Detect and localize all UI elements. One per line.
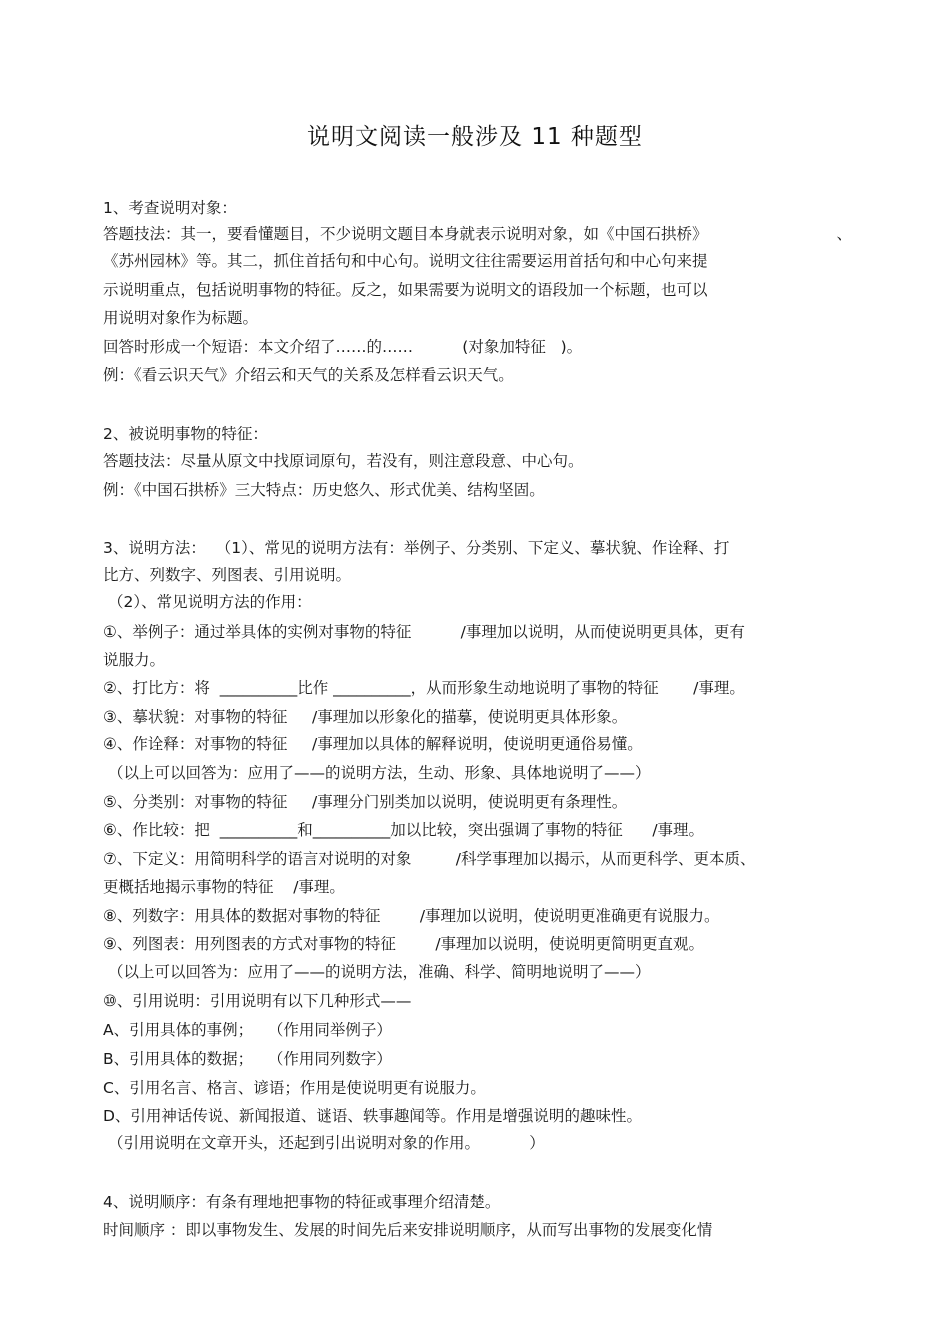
section-3-line: （以上可以回答为：应用了——的说明方法，准确、科学、简明地说明了——）: [108, 963, 651, 981]
section-3-line: ③、摹状貌：对事物的特征 /事理加以形象化的描摹，使说明更具体形象。: [103, 708, 628, 726]
section-1-line: 例：《看云识天气》介绍云和天气的关系及怎样看云识天气。: [103, 366, 514, 384]
section-3-line: ⑤、分类别：对事物的特征 /事理分门别类加以说明，使说明更有条理性。: [103, 793, 628, 811]
section-3-line: （2）、常见说明方法的作用：: [108, 593, 312, 611]
section-2-heading: 2、被说明事物的特征：: [103, 425, 268, 443]
section-3-line: ⑩、引用说明：引用说明有以下几种形式——: [103, 992, 412, 1010]
section-3-heading: 3、说明方法： （1）、常见的说明方法有：举例子、分类别、下定义、摹状貌、作诠释、打: [103, 539, 730, 557]
section-3-line: 比方、列数字、列图表、引用说明。: [103, 566, 352, 584]
section-3-line: （引用说明在文章开头，还起到引出说明对象的作用。 ）: [108, 1134, 545, 1152]
section-3-line: ②、打比方：将 __________比作 __________，从而形象生动地说明了事物的特征 /事理。: [103, 679, 745, 697]
document-title: 说明文阅读一般涉及 11 种题型: [307, 124, 643, 150]
section-3-line: ⑧、列数字：用具体的数据对事物的特征 /事理加以说明，使说明更准确更有说服力。: [103, 907, 720, 925]
section-1-line: 答题技法：其一，要看懂题目，不少说明文题目本身就表示说明对象，如《中国石拱桥》: [103, 225, 708, 243]
section-3-line: 说服力。: [103, 651, 166, 669]
section-3-line: （以上可以回答为：应用了——的说明方法，生动、形象、具体地说明了——）: [108, 764, 651, 782]
section-3-line: C、引用名言、格言、谚语；作用是使说明更有说服力。: [103, 1079, 486, 1097]
section-1-line: 用说明对象作为标题。: [103, 309, 259, 327]
section-3-line: D、引用神话传说、新闻报道、谜语、轶事趣闻等。作用是增强说明的趣味性。: [103, 1107, 642, 1125]
section-1-line-tail: 、: [836, 225, 852, 243]
section-3-line: B、引用具体的数据； （作用同列数字）: [103, 1050, 392, 1068]
section-1-line: 《苏州园林》等。其二，抓住首括句和中心句。说明文往往需要运用首括句和中心句来提: [103, 252, 708, 270]
section-3-line: ④、作诠释：对事物的特征 /事理加以具体的解释说明，使说明更通俗易懂。: [103, 735, 643, 753]
section-3-line: ⑨、列图表：用列图表的方式对事物的特征 /事理加以说明，使说明更简明更直观。: [103, 935, 705, 953]
section-3-line: ⑦、下定义：用简明科学的语言对说明的对象 /科学事理加以揭示，从而更科学、更本质、: [103, 850, 756, 868]
section-2-line: 答题技法：尽量从原文中找原词原句，若没有，则注意段意、中心句。: [103, 452, 584, 470]
section-3-line: ⑥、作比较：把 __________和__________加以比较，突出强调了事物的特征 /事理。: [103, 821, 705, 839]
section-1-line: 回答时形成一个短语：本文介绍了……的…… (对象加特征 )。: [103, 338, 583, 356]
section-2-line: 例：《中国石拱桥》三大特点：历史悠久、形式优美、结构坚固。: [103, 481, 545, 499]
section-1-line: 示说明重点，包括说明事物的特征。反之，如果需要为说明文的语段加一个标题，也可以: [103, 281, 708, 299]
section-3-line: A、引用具体的事例； （作用同举例子）: [103, 1021, 392, 1039]
section-4-heading: 4、说明顺序：有条有理地把事物的特征或事理介绍清楚。: [103, 1193, 501, 1211]
section-4-line: 时间顺序 ：即以事物发生、发展的时间先后来安排说明顺序，从而写出事物的发展变化情: [103, 1221, 713, 1239]
section-3-line: 更概括地揭示事物的特征 /事理。: [103, 878, 345, 896]
section-1-heading: 1、考查说明对象：: [103, 199, 237, 217]
section-3-line: ①、举例子：通过举具体的实例对事物的特征 /事理加以说明，从而使说明更具体，更有: [103, 623, 745, 641]
